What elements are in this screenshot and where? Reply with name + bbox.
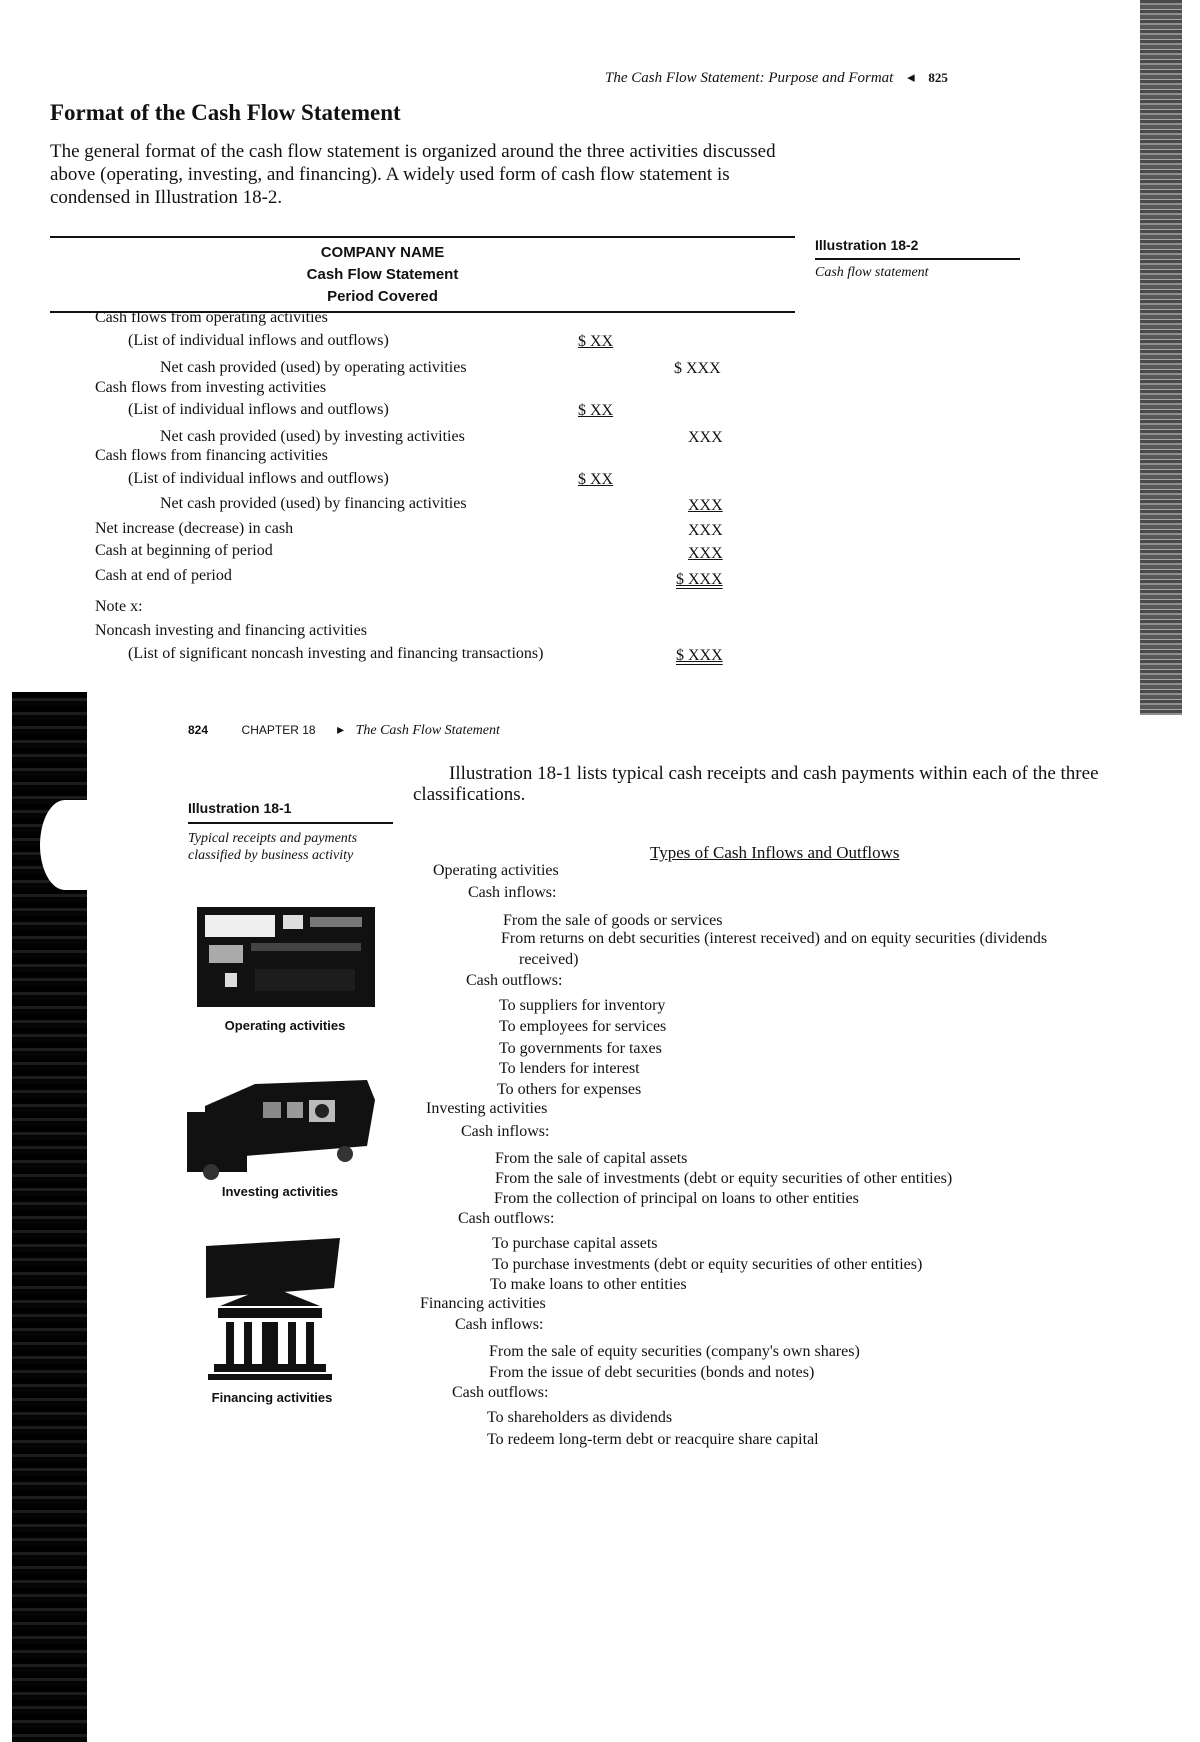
statement-row-label: (List of significant noncash investing and financing transactions) [128, 645, 544, 662]
chapter-label: CHAPTER 18 [241, 723, 316, 737]
statement-row-col2: $ XXX [676, 647, 723, 664]
statement-row-label: Cash flows from operating activities [95, 309, 328, 326]
top-running-head-text: The Cash Flow Statement: Purpose and Format [605, 70, 894, 86]
statement-row-label: Net cash provided (used) by financing activities [160, 495, 467, 512]
statement-period: Period Covered [327, 288, 438, 305]
types-of-cash-flows-title: Types of Cash Inflows and Outflows [650, 843, 900, 862]
bottom-running-head [188, 722, 500, 739]
illustration-18-2-label: Illustration 18-2 [815, 237, 919, 253]
list-item: Cash outflows: [452, 1384, 549, 1401]
list-item: Operating activities [433, 862, 559, 879]
illustration-18-1-rule [188, 822, 393, 824]
investing-activities-image [185, 1076, 380, 1180]
list-item: Cash inflows: [455, 1316, 544, 1333]
list-item: To make loans to other entities [490, 1276, 687, 1293]
statement-row-label: Cash flows from investing activities [95, 379, 327, 396]
list-item: To redeem long-term debt or reacquire share capital [487, 1431, 819, 1448]
statement-row-col2: $ XXX [676, 571, 723, 588]
list-item: From the sale of investments (debt or equity securities of other entities) [495, 1170, 953, 1187]
investing-activities-label: Investing activities [221, 1184, 339, 1199]
list-item: From the sale of goods or services [503, 912, 723, 929]
statement-top-rule [50, 236, 795, 238]
top-page-number: 825 [928, 70, 948, 85]
illustration-18-2-caption: Cash flow statement [815, 265, 929, 280]
statement-title: Cash Flow Statement [306, 266, 459, 283]
operating-activities-label: Operating activities [224, 1018, 346, 1033]
financing-activities-image [200, 1236, 340, 1382]
list-item: received) [519, 951, 579, 968]
statement-row-label: Net cash provided (used) by operating activities [160, 359, 467, 376]
statement-company: COMPANY NAME [320, 244, 445, 261]
top-running-head [605, 68, 948, 87]
statement-row-label: (List of individual inflows and outflows) [128, 401, 389, 418]
list-item: Investing activities [426, 1100, 548, 1117]
list-item: Financing activities [420, 1295, 546, 1312]
statement-row-col1: $ XX [578, 333, 614, 350]
list-item: To governments for taxes [499, 1040, 662, 1057]
bottom-intro-text: Illustration 18-1 lists typical cash receipts and cash payments within each of the three classifications. [413, 763, 1099, 805]
statement-row-col2: XXX [688, 522, 723, 539]
list-item: Cash outflows: [458, 1210, 555, 1227]
statement-row-col1: $ XX [578, 402, 614, 419]
statement-row-label: Cash flows from financing activities [95, 447, 328, 464]
list-item: Cash outflows: [466, 972, 563, 989]
statement-row-col2: XXX [688, 429, 723, 446]
binding-shadow-right [1140, 0, 1182, 715]
bottom-running-head-text: The Cash Flow Statement [355, 723, 500, 738]
top-intro-paragraph: The general format of the cash flow statement is organized around the three activities discussed above (operating, investing, and financing). A widely used form of cash flow statement is condensed in Illustration 18-2. [50, 141, 776, 208]
statement-row-label: Cash at end of period [95, 567, 232, 584]
statement-row-label: Net increase (decrease) in cash [95, 520, 294, 537]
statement-row-col1: $ XX [578, 471, 614, 488]
illustration-18-1-caption: Typical receipts and payments classified by business activity [188, 831, 358, 863]
statement-note-label: Note x: [95, 598, 143, 615]
list-item: From the collection of principal on loans to other entities [494, 1190, 859, 1207]
illustration-18-1-label: Illustration 18-1 [188, 800, 292, 816]
statement-row-col2: XXX [688, 497, 723, 514]
list-item: From the sale of capital assets [495, 1150, 688, 1167]
binding-notch [40, 800, 90, 890]
arrow-icon: ◂ [907, 70, 915, 86]
bottom-intro-paragraph [413, 763, 1173, 805]
list-item: To purchase capital assets [492, 1235, 658, 1252]
statement-row-label: (List of individual inflows and outflows) [128, 470, 389, 487]
statement-row-col2: $ XXX [674, 360, 721, 377]
statement-row-label: Noncash investing and financing activities [95, 622, 367, 639]
list-item: To others for expenses [497, 1081, 642, 1098]
list-item: From the sale of equity securities (company's own shares) [489, 1343, 860, 1360]
list-item: To purchase investments (debt or equity securities of other entities) [492, 1256, 923, 1273]
statement-row-label: Net cash provided (used) by investing activities [160, 428, 465, 445]
list-item: To suppliers for inventory [499, 997, 666, 1014]
statement-header [50, 242, 795, 308]
list-item: From the issue of debt securities (bonds and notes) [489, 1364, 815, 1381]
list-item: Cash inflows: [468, 884, 557, 901]
list-item: To lenders for interest [499, 1060, 640, 1077]
statement-row-label: Cash at beginning of period [95, 542, 273, 559]
list-item: To employees for services [499, 1018, 667, 1035]
illustration-18-2-rule [815, 258, 1020, 260]
statement-row-label: (List of individual inflows and outflows) [128, 332, 389, 349]
list-item: To shareholders as dividends [487, 1409, 673, 1426]
list-item: From returns on debt securities (interest received) and on equity securities (dividends [501, 930, 1048, 947]
list-item: Cash inflows: [461, 1123, 550, 1140]
section-heading: Format of the Cash Flow Statement [50, 100, 401, 125]
financing-activities-label: Financing activities [211, 1390, 333, 1405]
operating-activities-image [195, 903, 377, 1011]
bottom-page-number: 824 [188, 723, 209, 737]
arrow-icon: ▸ [337, 723, 345, 738]
statement-row-col2: XXX [688, 545, 723, 562]
